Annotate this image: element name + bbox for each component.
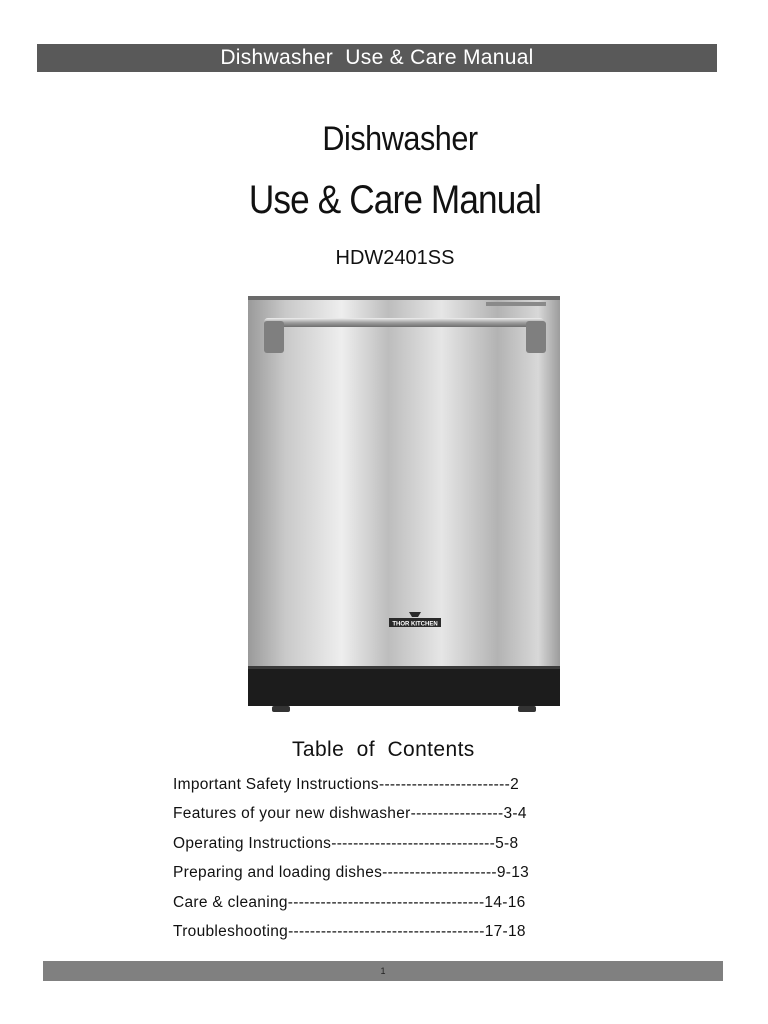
header-bar	[37, 44, 717, 72]
cover-subtitle: Use & Care Manual	[248, 178, 542, 222]
toc-entry: Features of your new dishwasher-----------------3-4	[173, 805, 527, 823]
toc-entry: Care & cleaning------------------------------------14-16	[173, 893, 526, 911]
dishwasher-image	[246, 296, 562, 716]
footer-bar	[43, 961, 723, 981]
toc-entry: Preparing and loading dishes---------------------9-13	[173, 864, 530, 882]
page-number: 1	[380, 966, 386, 976]
toc-entry: Important Safety Instructions------------------------2	[173, 776, 519, 793]
toc-entry: Operating Instructions------------------------------5-8	[173, 834, 519, 852]
toc-entry: Troubleshooting------------------------------------17-18	[173, 922, 526, 940]
svg-text:THOR KITCHEN: THOR KITCHEN	[392, 621, 438, 628]
header-title: Dishwasher Use & Care Manual	[220, 46, 534, 69]
model-number: HDW2401SS	[335, 247, 455, 269]
toc-heading: Table of Contents	[292, 738, 475, 761]
toc-list	[173, 770, 733, 946]
cover-title: Dishwasher	[322, 120, 478, 158]
